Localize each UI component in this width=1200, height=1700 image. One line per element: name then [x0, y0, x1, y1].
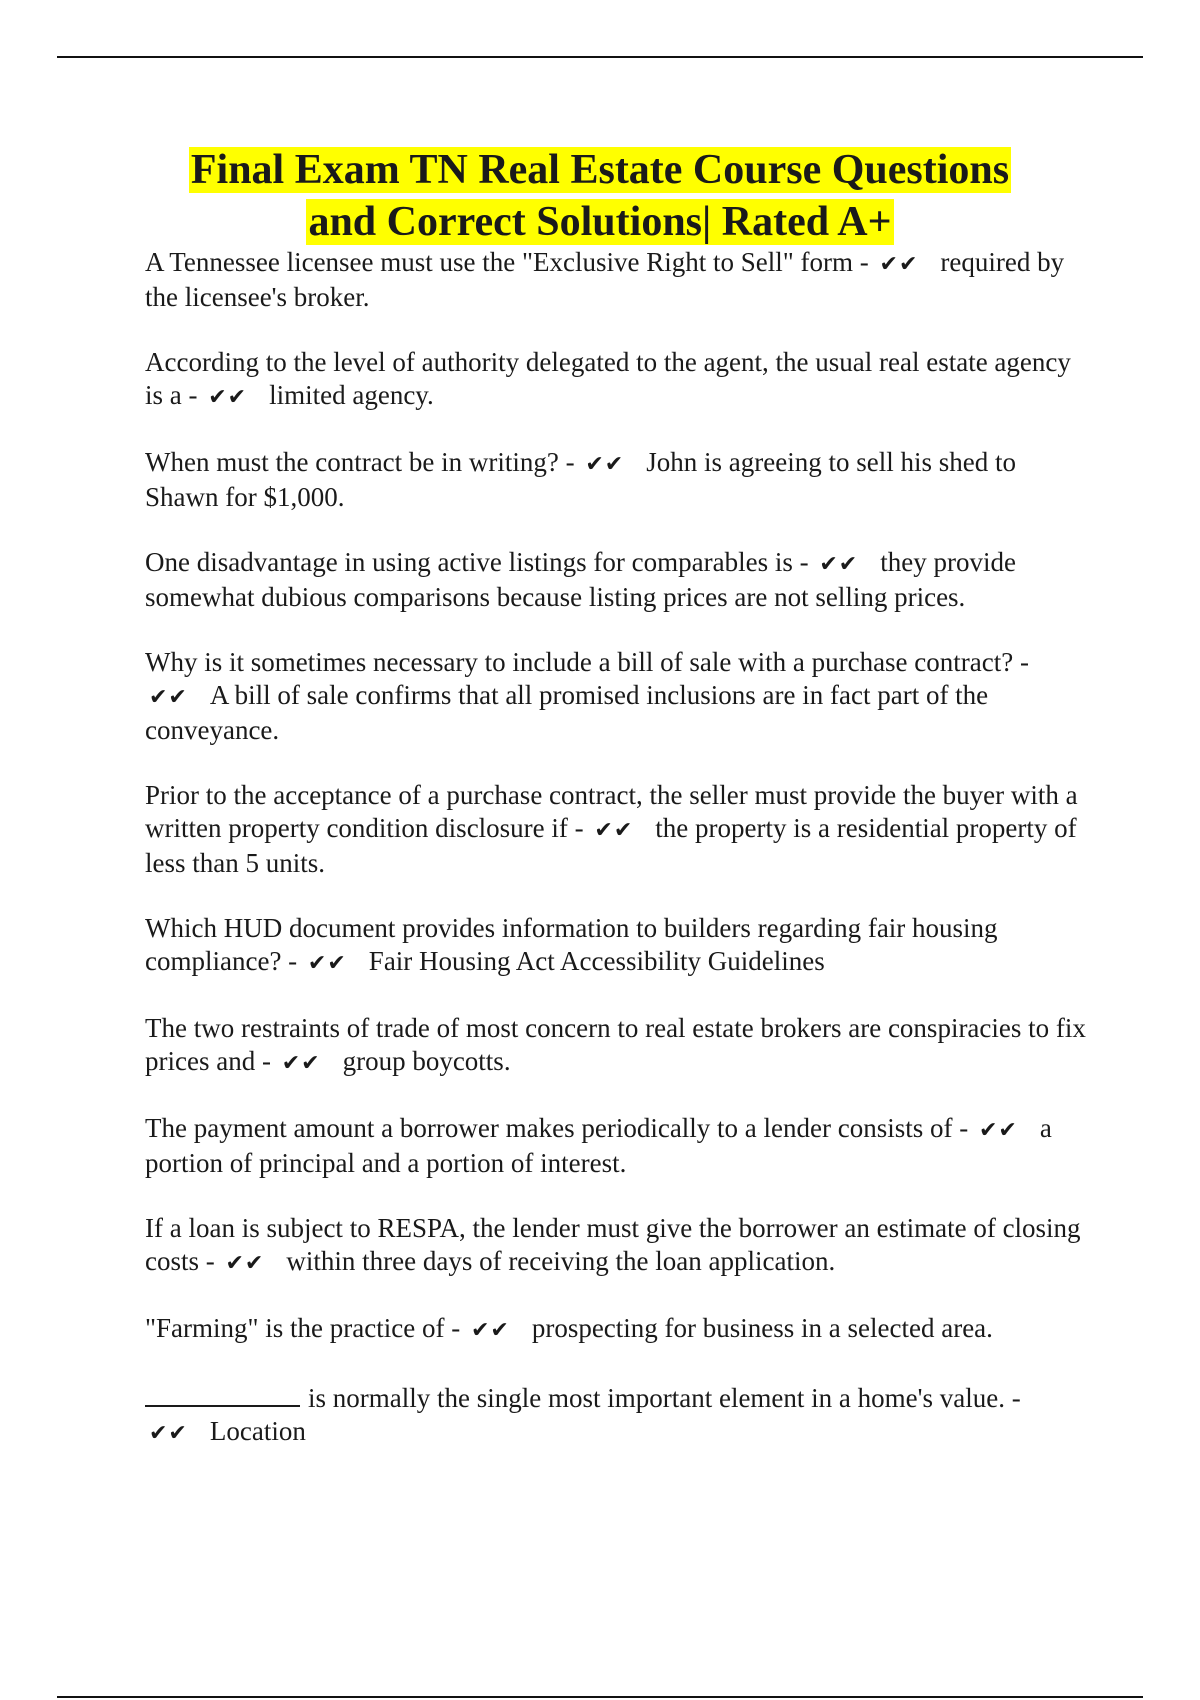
qa-item [145, 1212, 1090, 1280]
question-text: A Tennessee licensee must use the "Exclusive Right to Sell" form - [145, 247, 869, 277]
title-line-2: and Correct Solutions| Rated A+ [308, 199, 892, 245]
answer-text: limited agency. [269, 380, 434, 410]
qa-item [145, 446, 1090, 514]
question-text: One disadvantage in using active listings for comparables is - [145, 547, 809, 577]
check-mark-icon: ✔✔ [281, 1051, 321, 1076]
check-mark-icon: ✔✔ [149, 685, 188, 710]
answer-text: within three days of receiving the loan application. [286, 1246, 836, 1276]
question-text: is normally the single most important element in a home's value. - [308, 1383, 1021, 1413]
question-text: According to the level of authority delegated to the agent, the usual real estate agency is a - [145, 347, 1071, 410]
question-text: "Farming" is the practice of - [145, 1313, 461, 1343]
answer-text: they provide somewhat dubious comparisons because listing prices are not selling prices. [145, 547, 1016, 612]
answer-text: prospecting for business in a selected area. [531, 1313, 993, 1343]
answer-text: group boycotts. [342, 1046, 511, 1076]
qa-item [145, 779, 1090, 880]
qa-list [145, 246, 1090, 1482]
check-mark-icon: ✔✔ [585, 452, 625, 477]
qa-item [145, 1112, 1090, 1180]
check-mark-icon: ✔✔ [225, 1251, 265, 1276]
question-text: Prior to the acceptance of a purchase contract, the seller must provide the buyer with a written property condition disclosure if - [145, 780, 1078, 843]
bottom-rule [57, 1696, 1143, 1698]
answer-text: the property is a residential property of less than 5 units. [145, 813, 1077, 878]
answer-text: John is agreeing to sell his shed to Shawn for $1,000. [145, 447, 1016, 512]
answer-text: A bill of sale confirms that all promised inclusions are in fact part of the conveyance. [145, 680, 989, 745]
qa-item [145, 912, 1090, 980]
question-text: If a loan is subject to RESPA, the lender must give the borrower an estimate of closing costs - [145, 1213, 1081, 1276]
title-line-1: Final Exam TN Real Estate Course Questions [190, 147, 1010, 193]
qa-item [145, 546, 1090, 614]
question-text: Why is it sometimes necessary to include a bill of sale with a purchase contract? - [145, 647, 1029, 677]
check-mark-icon: ✔✔ [470, 1318, 510, 1343]
check-mark-icon: ✔✔ [879, 252, 919, 277]
question-text: Which HUD document provides information to builders regarding fair housing compliance? - [145, 913, 998, 976]
question-text: When must the contract be in writing? - [145, 447, 575, 477]
qa-item [145, 246, 1090, 314]
qa-item [145, 646, 1090, 747]
check-mark-icon: ✔✔ [979, 1118, 1018, 1143]
check-mark-icon: ✔✔ [594, 818, 634, 843]
answer-text: Location [209, 1416, 306, 1446]
qa-item [145, 1379, 1090, 1450]
answer-text: required by the licensee's broker. [145, 247, 1065, 312]
answer-text: Fair Housing Act Accessibility Guidelines [368, 946, 825, 976]
check-mark-icon: ✔✔ [149, 1421, 188, 1446]
check-mark-icon: ✔✔ [208, 385, 248, 410]
question-text: The payment amount a borrower makes periodically to a lender consists of - [145, 1113, 969, 1143]
document-title [100, 144, 1100, 248]
qa-item [145, 346, 1090, 414]
check-mark-icon: ✔✔ [307, 951, 347, 976]
qa-item [145, 1012, 1090, 1080]
answer-text: a portion of principal and a portion of interest. [145, 1113, 1052, 1178]
fill-in-blank [145, 1379, 300, 1407]
question-text: The two restraints of trade of most concern to real estate brokers are conspiracies to fix prices and - [145, 1013, 1086, 1076]
check-mark-icon: ✔✔ [819, 552, 859, 577]
qa-item [145, 1312, 1090, 1347]
top-rule [57, 56, 1143, 58]
